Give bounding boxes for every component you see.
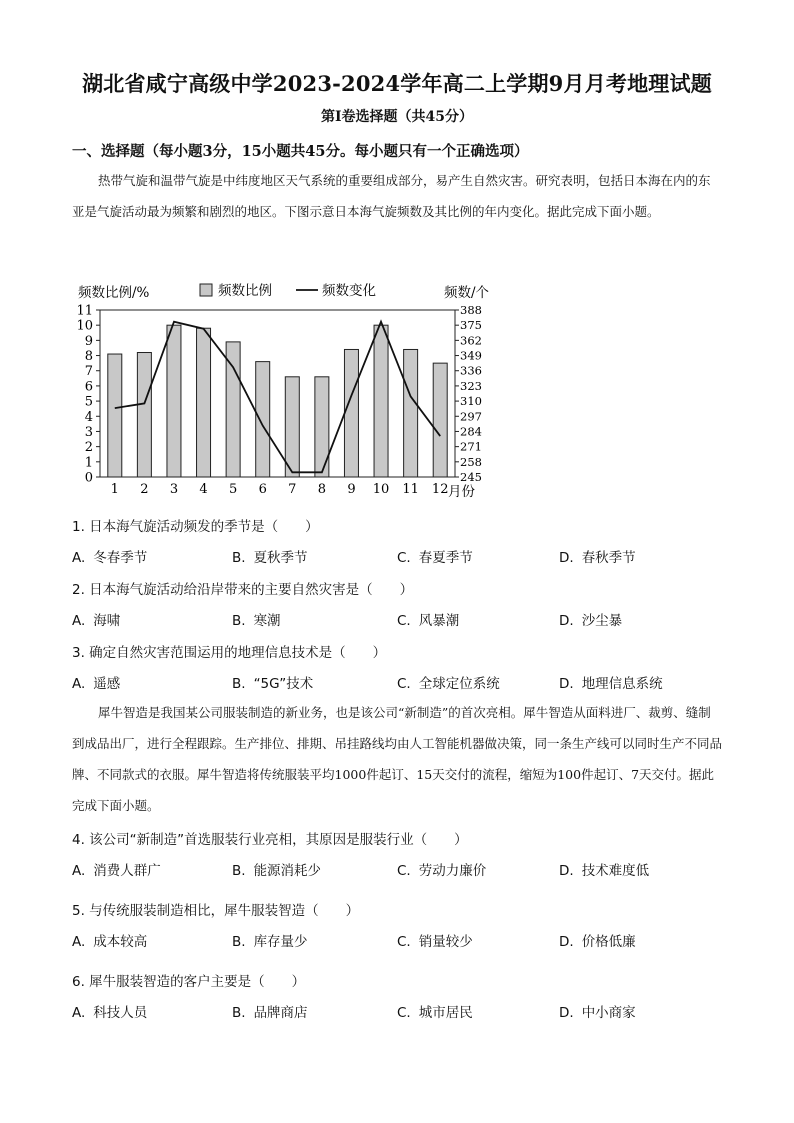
option-letter: A. bbox=[72, 613, 86, 629]
x-tick-label: 10 bbox=[372, 482, 390, 497]
x-tick-label: 8 bbox=[317, 482, 327, 497]
legend-line-label: 频数变化 bbox=[322, 283, 376, 299]
option-text: 技术难度低 bbox=[581, 863, 650, 879]
right-tick-label: 388 bbox=[460, 303, 482, 317]
question-stem: 1. 日本海气旋活动频发的季节是（ ） bbox=[72, 519, 319, 535]
option-c bbox=[397, 672, 500, 692]
option-letter: D. bbox=[559, 863, 574, 879]
option-text: 沙尘暴 bbox=[581, 613, 623, 629]
right-tick-label: 284 bbox=[460, 424, 482, 439]
option-c bbox=[397, 609, 459, 629]
option-d bbox=[559, 546, 636, 566]
bar-9 bbox=[344, 349, 358, 477]
option-a bbox=[72, 672, 120, 692]
legend-bar-swatch bbox=[200, 284, 212, 296]
option-text: 春夏季节 bbox=[418, 550, 473, 566]
option-text: 能源消耗少 bbox=[253, 863, 322, 879]
option-b bbox=[232, 672, 313, 692]
option-letter: C. bbox=[397, 1005, 411, 1021]
right-tick-label: 297 bbox=[460, 409, 482, 424]
option-c bbox=[397, 930, 473, 950]
option-letter: B. bbox=[232, 934, 246, 950]
x-axis-label: 月份 bbox=[448, 484, 475, 500]
option-letter: C. bbox=[397, 613, 411, 629]
option-letter: D. bbox=[559, 1005, 574, 1021]
option-b bbox=[232, 930, 308, 950]
option-text: 科技人员 bbox=[93, 1005, 148, 1021]
option-letter: B. bbox=[232, 676, 246, 692]
x-tick-label: 1 bbox=[110, 482, 119, 497]
option-letter: B. bbox=[232, 863, 246, 879]
option-text: 风暴潮 bbox=[418, 613, 460, 629]
option-letter: D. bbox=[559, 934, 574, 950]
frequency-line bbox=[115, 322, 440, 473]
option-text: “5G”技术 bbox=[253, 676, 314, 692]
option-a bbox=[72, 609, 120, 629]
option-text: 海啸 bbox=[93, 613, 121, 629]
right-tick-label: 375 bbox=[460, 318, 482, 333]
option-letter: B. bbox=[232, 613, 246, 629]
option-text: 库存量少 bbox=[253, 934, 308, 950]
left-tick-label: 9 bbox=[84, 333, 93, 349]
right-tick-label: 271 bbox=[460, 439, 482, 454]
bar-2 bbox=[137, 353, 151, 477]
bar-4 bbox=[197, 328, 211, 477]
right-tick-label: 310 bbox=[460, 394, 482, 409]
x-tick-label: 6 bbox=[258, 482, 267, 497]
cyclone-chart bbox=[70, 273, 510, 501]
option-letter: D. bbox=[559, 613, 574, 629]
option-text: 中小商家 bbox=[581, 1005, 636, 1021]
option-c bbox=[397, 546, 473, 566]
bar-7 bbox=[285, 377, 299, 477]
legend-bar-label: 频数比例 bbox=[218, 283, 272, 299]
left-tick-label: 7 bbox=[84, 364, 93, 380]
option-text: 成本较高 bbox=[93, 934, 148, 950]
option-letter: A. bbox=[72, 863, 86, 879]
option-text: 品牌商店 bbox=[253, 1005, 308, 1021]
option-letter: A. bbox=[72, 550, 86, 566]
x-tick-label: 3 bbox=[169, 482, 179, 497]
passage-1: 热带气旋和温带气旋是中纬度地区天气系统的重要组成部分，易产生自然灾害。研究表明，包括日本海在内的东亚是气旋活动最为频繁和剧烈的地区。下图示意日本海气旋频数及其比例的年内变化。据此完成下面小题。 bbox=[72, 173, 711, 219]
option-b bbox=[232, 546, 308, 566]
option-c bbox=[397, 859, 486, 879]
option-text: 劳动力廉价 bbox=[418, 863, 487, 879]
bar-10 bbox=[374, 325, 388, 477]
option-a bbox=[72, 1001, 147, 1021]
left-axis-label: 频数比例/% bbox=[78, 285, 150, 301]
option-a bbox=[72, 930, 147, 950]
right-tick-label: 245 bbox=[460, 470, 482, 484]
right-tick-label: 362 bbox=[460, 333, 482, 348]
question-stem: 5. 与传统服装制造相比，犀牛服装智造（ ） bbox=[72, 903, 360, 919]
question-stem: 6. 犀牛服装智造的客户主要是（ ） bbox=[72, 974, 306, 990]
left-tick-label: 6 bbox=[84, 379, 93, 395]
bar-3 bbox=[167, 325, 181, 477]
option-letter: C. bbox=[397, 550, 411, 566]
left-tick-label: 1 bbox=[84, 455, 93, 471]
option-text: 地理信息系统 bbox=[581, 676, 663, 692]
x-tick-label: 2 bbox=[140, 482, 149, 497]
bar-12 bbox=[433, 363, 447, 477]
bar-1 bbox=[108, 354, 122, 477]
option-b bbox=[232, 859, 321, 879]
left-tick-label: 4 bbox=[84, 409, 93, 425]
section-heading: 一、选择题（每小题3分，15小题共45分。每小题只有一个正确选项） bbox=[72, 143, 529, 160]
option-text: 消费人群广 bbox=[93, 863, 161, 879]
option-text: 夏秋季节 bbox=[253, 550, 308, 566]
plot-frame bbox=[100, 310, 455, 477]
page-title: 湖北省咸宁高级中学2023-2024学年高二上学期9月月考地理试题 bbox=[82, 71, 712, 96]
right-tick-label: 349 bbox=[460, 348, 482, 363]
question-stem: 2. 日本海气旋活动给沿岸带来的主要自然灾害是（ ） bbox=[72, 582, 414, 598]
right-tick-label: 336 bbox=[460, 363, 482, 378]
option-d bbox=[559, 672, 663, 692]
bar-6 bbox=[256, 362, 270, 477]
x-tick-label: 11 bbox=[402, 482, 419, 497]
option-a bbox=[72, 546, 147, 566]
option-text: 冬春季节 bbox=[93, 550, 148, 566]
option-d bbox=[559, 930, 636, 950]
option-text: 销量较少 bbox=[418, 934, 473, 950]
option-letter: A. bbox=[72, 934, 86, 950]
option-text: 城市居民 bbox=[418, 1005, 473, 1021]
option-c bbox=[397, 1001, 473, 1021]
bar-11 bbox=[404, 349, 418, 477]
x-tick-label: 4 bbox=[199, 482, 208, 497]
right-tick-label: 323 bbox=[460, 378, 482, 393]
option-text: 春秋季节 bbox=[581, 550, 636, 566]
option-letter: C. bbox=[397, 934, 411, 950]
option-text: 价格低廉 bbox=[581, 934, 636, 950]
x-tick-label: 9 bbox=[347, 482, 356, 497]
passage-2: 犀牛智造是我国某公司服装制造的新业务，也是该公司“新制造”的首次亮相。犀牛智造从面料进厂、裁剪、缝制到成品出厂，进行全程跟踪。生产排位、排期、吊挂路线均由人工智能机器做决策，同一条生产线可以同时生产不同品牌、不同款式的衣服。犀牛智造将传统服装平均1000件起订、15天交付的流程，缩短为100件起订、7天交付。据此完成下面小题。 bbox=[72, 705, 723, 813]
option-text: 全球定位系统 bbox=[418, 676, 500, 692]
left-tick-label: 0 bbox=[84, 470, 93, 486]
option-letter: A. bbox=[72, 676, 86, 692]
option-letter: B. bbox=[232, 550, 246, 566]
question-stem: 4. 该公司“新制造”首选服装行业亮相，其原因是服装行业（ ） bbox=[72, 832, 468, 848]
option-letter: D. bbox=[559, 676, 574, 692]
x-tick-label: 12 bbox=[431, 482, 449, 497]
option-letter: A. bbox=[72, 1005, 86, 1021]
option-b bbox=[232, 1001, 308, 1021]
x-tick-label: 7 bbox=[288, 482, 297, 497]
option-letter: C. bbox=[397, 676, 411, 692]
left-tick-label: 2 bbox=[84, 440, 93, 456]
option-letter: C. bbox=[397, 863, 411, 879]
question-stem: 3. 确定自然灾害范围运用的地理信息技术是（ ） bbox=[72, 645, 387, 661]
left-tick-label: 11 bbox=[76, 303, 93, 319]
left-tick-label: 3 bbox=[84, 424, 93, 440]
right-tick-label: 258 bbox=[460, 454, 482, 469]
left-tick-label: 10 bbox=[76, 318, 93, 334]
part-subtitle: 第Ⅰ卷选择题（共45分） bbox=[320, 109, 474, 125]
option-d bbox=[559, 859, 649, 879]
option-b bbox=[232, 609, 281, 629]
option-d bbox=[559, 1001, 636, 1021]
right-axis-label: 频数/个 bbox=[444, 285, 490, 301]
x-tick-label: 5 bbox=[228, 482, 238, 497]
left-tick-label: 8 bbox=[84, 349, 93, 365]
option-letter: B. bbox=[232, 1005, 246, 1021]
option-d bbox=[559, 609, 622, 629]
option-text: 寒潮 bbox=[253, 613, 281, 629]
option-a bbox=[72, 859, 161, 879]
option-text: 遥感 bbox=[93, 676, 121, 692]
left-tick-label: 5 bbox=[84, 394, 93, 410]
option-letter: D. bbox=[559, 550, 574, 566]
